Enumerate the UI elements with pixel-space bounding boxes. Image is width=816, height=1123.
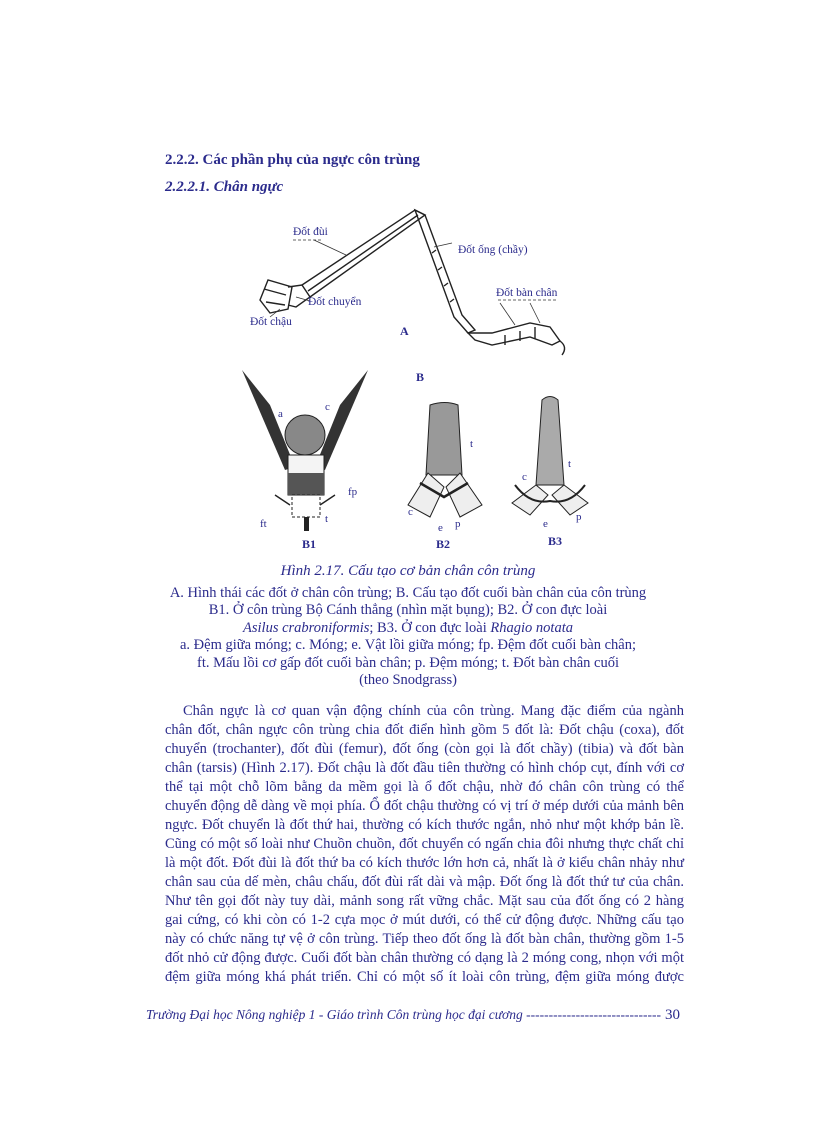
leg-illustration xyxy=(230,205,590,550)
label-dot-chau: Đốt chậu xyxy=(250,316,292,328)
section-heading: 2.2.2. Các phần phụ của ngực côn trùng xyxy=(165,152,420,168)
caption-text: ; B3. Ở con đực loài xyxy=(369,619,491,636)
body-line: thể tại một chỗ lõm bằng da mềm gọi là ổ đốt chậu, nhờ đó chân côn trùng có thể xyxy=(165,779,684,795)
body-paragraph xyxy=(165,702,684,987)
label-b3: B3 xyxy=(548,534,563,548)
body-line: Như tên gọi đốt này tuy dài, mảnh song rất vững chắc. Mặt sau của đốt ống có 2 hàng xyxy=(165,893,684,909)
b3-label-p: p xyxy=(576,511,582,523)
body-line: là một đốt. Đốt đùi là đốt thứ ba có kích thước lớn hơn cả, nhất là ở kiểu chân nhảy như xyxy=(165,855,684,871)
leg-figure xyxy=(230,205,590,550)
label-dot-ong: Đốt ống (chầy) xyxy=(458,244,528,256)
figure-b3 xyxy=(512,397,588,516)
body-line: chân đốt, chân ngực côn trùng chia đốt điển hình gồm 5 đốt là: Đốt chậu (coxa), đốt xyxy=(165,722,684,738)
subsection-heading: 2.2.2.1. Chân ngực xyxy=(165,179,284,195)
b1-label-a: a xyxy=(278,408,283,420)
label-dot-chuyen: Đốt chuyển xyxy=(308,296,362,308)
b1-label-ft: ft xyxy=(260,518,267,530)
caption-line: B1. Ở côn trùng Bộ Cánh thẳng (nhìn mặt bụng); B2. Ở con đực loài xyxy=(208,602,608,619)
body-line: chân (tarsis) (Hình 2.17). Đốt chậu là đốt đầu tiên thường có hình chóp cụt, đính với cơ xyxy=(165,760,684,776)
caption-line xyxy=(150,620,666,637)
species-name: Asilus crabroniformis xyxy=(243,619,370,636)
body-line: đốt nhỏ cử động được. Cuối đốt bàn chân thường có dạng là 2 móng cong, nhọn với một xyxy=(165,950,684,966)
body-line: chuyển (trochanter), đốt đùi (femur), đốt ống (còn gọi là đốt chầy) (tibia) và đốt bàn xyxy=(165,741,684,757)
caption-line: ft. Mấu lồi cơ gấp đốt cuối bàn chân; p. Đệm móng; t. Đốt bàn chân cuối xyxy=(196,654,620,671)
body-line: chân sau của dế mèn, châu chấu, đốt đùi rất dài và mập. Đốt ống là đốt thứ tư của chân. xyxy=(165,874,684,890)
b3-label-e: e xyxy=(543,518,548,530)
b3-label-t: t xyxy=(568,458,572,470)
b2-label-p: p xyxy=(455,518,461,530)
body-line: Chân ngực là cơ quan vận động chính của côn trùng. Mang đặc điểm của ngành xyxy=(183,703,684,719)
label-a: A xyxy=(400,324,409,338)
caption-line: A. Hình thái các đốt ở chân côn trùng; B. Cấu tạo đốt cuối bàn chân của côn trùng xyxy=(169,585,647,601)
body-line: ngực. Đốt chuyển là đốt thứ hai, thường có kích thước ngắn, nhỏ như một khớp bản lề. xyxy=(165,817,684,833)
page-number: 30 xyxy=(665,1007,681,1023)
label-b1: B1 xyxy=(302,537,317,550)
label-b: B xyxy=(416,370,425,384)
species-name: Rhagio notata xyxy=(490,619,573,636)
figure-b1 xyxy=(242,370,368,531)
caption-line: (theo Snodgrass) xyxy=(359,672,457,689)
b2-label-c: c xyxy=(408,506,413,518)
body-line: đệm giữa móng khá phát triển. Chỉ có một số ít loài côn trùng, đệm giữa móng được xyxy=(165,969,684,985)
b3-label-c: c xyxy=(522,471,527,483)
body-line: Cũng có một số loài như Chuồn chuồn, đốt chuyển có ngấn chia đôi nhưng thực chất chỉ xyxy=(165,836,684,852)
caption-line: a. Đệm giữa móng; c. Móng; e. Vật lồi giữa móng; fp. Đệm đốt cuối bàn chân; xyxy=(180,637,636,654)
body-line: chuyển động dễ dàng về mọi phía. Ổ đốt chậu thường có vị trí ở mép dưới của mảnh bên xyxy=(165,798,684,814)
b1-label-t: t xyxy=(325,513,329,525)
b1-label-c: c xyxy=(325,401,330,413)
figure-b2 xyxy=(408,403,482,518)
b2-label-e: e xyxy=(438,522,443,534)
label-dot-ban-chan: Đốt bàn chân xyxy=(496,287,558,299)
figure-caption xyxy=(150,585,666,689)
b1-label-fp: fp xyxy=(348,486,358,498)
figure-caption-title: Hình 2.17. Cấu tạo cơ bản chân côn trùng xyxy=(280,563,536,579)
body-line: này có chức năng tự vệ ở côn trùng. Tiếp theo đốt ống là đốt bàn chân, thường gồm 1-5 xyxy=(165,931,684,947)
label-dot-dui: Đốt đùi xyxy=(293,226,328,238)
page-footer xyxy=(146,1007,680,1024)
body-line: gai cứng, có khi còn có 1-2 cựa mọc ở mút dưới, có thể cử động được. Những cấu tạo xyxy=(165,912,684,928)
label-b2: B2 xyxy=(436,537,451,550)
b2-label-t: t xyxy=(470,438,474,450)
footer-text: Trường Đại học Nông nghiệp 1 - Giáo trình Côn trùng học đại cương ------------------------------ xyxy=(146,1007,662,1022)
